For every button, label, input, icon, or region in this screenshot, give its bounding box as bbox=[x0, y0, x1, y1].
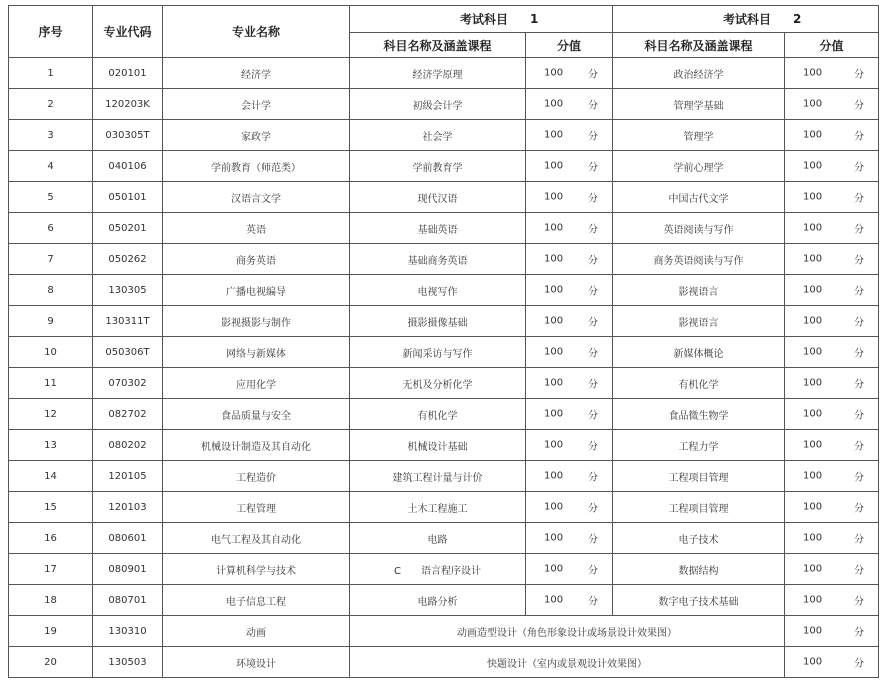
header-name: 专业名称 bbox=[163, 6, 350, 58]
score-value: 100 bbox=[803, 67, 823, 79]
subject-2-cell: 电子技术 bbox=[613, 523, 785, 554]
seq-cell: 16 bbox=[9, 523, 93, 554]
score-2-cell bbox=[785, 399, 879, 430]
score-unit: 分 bbox=[854, 131, 864, 143]
score-value: 100 bbox=[544, 408, 564, 420]
subject-2-cell: 学前心理学 bbox=[613, 151, 785, 182]
major-name-cell: 影视摄影与制作 bbox=[163, 306, 350, 337]
major-code-cell: 120105 bbox=[93, 461, 163, 492]
score-1-cell bbox=[526, 523, 613, 554]
score-unit: 分 bbox=[588, 69, 598, 81]
seq-cell: 18 bbox=[9, 585, 93, 616]
score-value: 100 bbox=[803, 408, 823, 420]
score-value: 100 bbox=[544, 501, 564, 513]
major-name-cell: 工程造价 bbox=[163, 461, 350, 492]
subject-1-cell: 建筑工程计量与计价 bbox=[350, 461, 526, 492]
header-subject-1: 科目名称及涵盖课程 bbox=[350, 33, 526, 58]
subject-1-cell: 现代汉语 bbox=[350, 182, 526, 213]
score-1-cell bbox=[526, 585, 613, 616]
major-name-cell: 电气工程及其自动化 bbox=[163, 523, 350, 554]
score-combined-cell bbox=[785, 616, 879, 647]
score-value: 100 bbox=[544, 284, 564, 296]
score-value: 100 bbox=[803, 191, 823, 203]
score-value: 100 bbox=[803, 284, 823, 296]
score-2-cell bbox=[785, 275, 879, 306]
score-value: 100 bbox=[803, 315, 823, 327]
major-code-cell: 130311T bbox=[93, 306, 163, 337]
major-code-cell: 050262 bbox=[93, 244, 163, 275]
header-code: 专业代码 bbox=[93, 6, 163, 58]
major-code-cell: 082702 bbox=[93, 399, 163, 430]
score-unit: 分 bbox=[588, 596, 598, 608]
score-1-cell bbox=[526, 213, 613, 244]
header-exam-2-number: 2 bbox=[793, 12, 802, 26]
score-unit: 分 bbox=[854, 100, 864, 112]
header-exam-1 bbox=[350, 6, 613, 33]
header-exam-1-label: 考试科目 bbox=[460, 12, 509, 27]
score-value: 100 bbox=[544, 67, 564, 79]
score-2-cell bbox=[785, 461, 879, 492]
subject-2-cell: 工程项目管理 bbox=[613, 492, 785, 523]
header-exam-1-number: 1 bbox=[530, 12, 539, 26]
subject-1-cell: 学前教育学 bbox=[350, 151, 526, 182]
seq-cell: 1 bbox=[9, 58, 93, 89]
major-name-cell: 家政学 bbox=[163, 120, 350, 151]
score-value: 100 bbox=[544, 594, 564, 606]
major-name-cell: 应用化学 bbox=[163, 368, 350, 399]
score-1-cell bbox=[526, 275, 613, 306]
major-code-cell: 130310 bbox=[93, 616, 163, 647]
score-2-cell bbox=[785, 151, 879, 182]
score-unit: 分 bbox=[588, 100, 598, 112]
score-2-cell bbox=[785, 182, 879, 213]
table-row bbox=[9, 399, 879, 430]
major-name-cell: 网络与新媒体 bbox=[163, 337, 350, 368]
score-unit: 分 bbox=[854, 379, 864, 391]
score-2-cell bbox=[785, 368, 879, 399]
major-code-cell: 070302 bbox=[93, 368, 163, 399]
score-1-cell bbox=[526, 58, 613, 89]
seq-cell: 5 bbox=[9, 182, 93, 213]
seq-cell: 4 bbox=[9, 151, 93, 182]
major-code-cell: 080202 bbox=[93, 430, 163, 461]
score-unit: 分 bbox=[854, 410, 864, 422]
score-2-cell bbox=[785, 337, 879, 368]
table-row bbox=[9, 616, 879, 647]
major-name-cell: 电子信息工程 bbox=[163, 585, 350, 616]
major-name-cell: 经济学 bbox=[163, 58, 350, 89]
header-row-1 bbox=[9, 6, 879, 33]
table-row bbox=[9, 647, 879, 678]
subject-1-cell: 机械设计基础 bbox=[350, 430, 526, 461]
score-2-cell bbox=[785, 89, 879, 120]
score-value: 100 bbox=[544, 315, 564, 327]
major-name-cell: 计算机科学与技术 bbox=[163, 554, 350, 585]
table-row bbox=[9, 461, 879, 492]
major-name-cell: 会计学 bbox=[163, 89, 350, 120]
seq-cell: 8 bbox=[9, 275, 93, 306]
major-name-cell: 机械设计制造及其自动化 bbox=[163, 430, 350, 461]
subject-2-cell: 政治经济学 bbox=[613, 58, 785, 89]
score-2-cell bbox=[785, 430, 879, 461]
major-name-cell: 商务英语 bbox=[163, 244, 350, 275]
major-code-cell: 040106 bbox=[93, 151, 163, 182]
seq-cell: 12 bbox=[9, 399, 93, 430]
seq-cell: 2 bbox=[9, 89, 93, 120]
subject-2-cell: 有机化学 bbox=[613, 368, 785, 399]
major-code-cell: 050101 bbox=[93, 182, 163, 213]
subject-2-cell: 数字电子技术基础 bbox=[613, 585, 785, 616]
major-code-cell: 080901 bbox=[93, 554, 163, 585]
header-exam-2 bbox=[613, 6, 879, 33]
table-row bbox=[9, 337, 879, 368]
header-score-2: 分值 bbox=[785, 33, 879, 58]
subject-2-cell: 管理学基础 bbox=[613, 89, 785, 120]
score-value: 100 bbox=[803, 222, 823, 234]
score-unit: 分 bbox=[588, 348, 598, 360]
score-unit: 分 bbox=[588, 441, 598, 453]
subject-2-cell: 新媒体概论 bbox=[613, 337, 785, 368]
score-1-cell bbox=[526, 430, 613, 461]
subject-2-cell: 英语阅读与写作 bbox=[613, 213, 785, 244]
score-unit: 分 bbox=[588, 162, 598, 174]
score-unit: 分 bbox=[854, 317, 864, 329]
score-unit: 分 bbox=[854, 69, 864, 81]
score-1-cell bbox=[526, 554, 613, 585]
score-value: 100 bbox=[803, 377, 823, 389]
seq-cell: 10 bbox=[9, 337, 93, 368]
table-row bbox=[9, 244, 879, 275]
subject-2-cell: 影视语言 bbox=[613, 275, 785, 306]
score-1-cell bbox=[526, 182, 613, 213]
subject-1-cell: 基础英语 bbox=[350, 213, 526, 244]
score-unit: 分 bbox=[854, 472, 864, 484]
header-subject-2: 科目名称及涵盖课程 bbox=[613, 33, 785, 58]
major-code-cell: 030305T bbox=[93, 120, 163, 151]
exam-subjects-table bbox=[8, 5, 879, 678]
subject-1-cell: 有机化学 bbox=[350, 399, 526, 430]
score-2-cell bbox=[785, 244, 879, 275]
subject-2-cell: 商务英语阅读与写作 bbox=[613, 244, 785, 275]
table-row bbox=[9, 182, 879, 213]
major-code-cell: 050201 bbox=[93, 213, 163, 244]
major-name-cell: 环境设计 bbox=[163, 647, 350, 678]
subject-1-cell: 无机及分析化学 bbox=[350, 368, 526, 399]
major-name-cell: 学前教育（师范类） bbox=[163, 151, 350, 182]
table-row bbox=[9, 523, 879, 554]
major-code-cell: 080701 bbox=[93, 585, 163, 616]
major-name-cell: 汉语言文学 bbox=[163, 182, 350, 213]
table-row bbox=[9, 430, 879, 461]
subject-1-cell: 电路分析 bbox=[350, 585, 526, 616]
table-row bbox=[9, 213, 879, 244]
major-code-cell: 050306T bbox=[93, 337, 163, 368]
score-2-cell bbox=[785, 492, 879, 523]
score-value: 100 bbox=[544, 253, 564, 265]
score-unit: 分 bbox=[588, 193, 598, 205]
score-unit: 分 bbox=[854, 534, 864, 546]
seq-cell: 14 bbox=[9, 461, 93, 492]
combined-subject-cell: 动画造型设计（角色形象设计或场景设计效果图） bbox=[350, 616, 785, 647]
score-1-cell bbox=[526, 461, 613, 492]
score-value: 100 bbox=[544, 222, 564, 234]
major-code-cell: 130503 bbox=[93, 647, 163, 678]
score-unit: 分 bbox=[854, 224, 864, 236]
seq-cell: 11 bbox=[9, 368, 93, 399]
score-unit: 分 bbox=[854, 255, 864, 267]
table-row bbox=[9, 306, 879, 337]
score-2-cell bbox=[785, 585, 879, 616]
score-unit: 分 bbox=[854, 348, 864, 360]
score-value: 100 bbox=[803, 346, 823, 358]
score-value: 100 bbox=[544, 346, 564, 358]
seq-cell: 13 bbox=[9, 430, 93, 461]
subject-2-cell: 管理学 bbox=[613, 120, 785, 151]
seq-cell: 20 bbox=[9, 647, 93, 678]
score-unit: 分 bbox=[588, 317, 598, 329]
score-1-cell bbox=[526, 368, 613, 399]
score-value: 100 bbox=[803, 439, 823, 451]
subject-2-cell: 食品微生物学 bbox=[613, 399, 785, 430]
score-2-cell bbox=[785, 120, 879, 151]
score-combined-cell bbox=[785, 647, 879, 678]
seq-cell: 19 bbox=[9, 616, 93, 647]
score-2-cell bbox=[785, 523, 879, 554]
subject-2-cell: 工程项目管理 bbox=[613, 461, 785, 492]
score-unit: 分 bbox=[588, 379, 598, 391]
score-value: 100 bbox=[544, 377, 564, 389]
score-value: 100 bbox=[803, 129, 823, 141]
score-1-cell bbox=[526, 306, 613, 337]
score-1-cell bbox=[526, 399, 613, 430]
header-score-1: 分值 bbox=[526, 33, 613, 58]
table-row bbox=[9, 151, 879, 182]
subject-1-cell: C 语言程序设计 bbox=[350, 554, 526, 585]
score-value: 100 bbox=[544, 129, 564, 141]
subject-1-cell: 新闻采访与写作 bbox=[350, 337, 526, 368]
score-unit: 分 bbox=[854, 658, 864, 670]
subject-1-cell: 初级会计学 bbox=[350, 89, 526, 120]
score-2-cell bbox=[785, 213, 879, 244]
score-value: 100 bbox=[544, 439, 564, 451]
score-value: 100 bbox=[803, 98, 823, 110]
subject-2-cell: 中国古代文学 bbox=[613, 182, 785, 213]
table-row bbox=[9, 120, 879, 151]
table-row bbox=[9, 368, 879, 399]
major-code-cell: 120203K bbox=[93, 89, 163, 120]
score-value: 100 bbox=[803, 470, 823, 482]
major-name-cell: 动画 bbox=[163, 616, 350, 647]
score-1-cell bbox=[526, 337, 613, 368]
score-2-cell bbox=[785, 554, 879, 585]
seq-cell: 9 bbox=[9, 306, 93, 337]
score-unit: 分 bbox=[854, 565, 864, 577]
table-row bbox=[9, 554, 879, 585]
score-unit: 分 bbox=[854, 193, 864, 205]
major-name-cell: 食品质量与安全 bbox=[163, 399, 350, 430]
score-unit: 分 bbox=[588, 255, 598, 267]
score-unit: 分 bbox=[588, 472, 598, 484]
table-row bbox=[9, 89, 879, 120]
score-value: 100 bbox=[544, 470, 564, 482]
score-unit: 分 bbox=[854, 441, 864, 453]
score-value: 100 bbox=[803, 501, 823, 513]
subject-2-cell: 数据结构 bbox=[613, 554, 785, 585]
major-name-cell: 英语 bbox=[163, 213, 350, 244]
score-value: 100 bbox=[803, 594, 823, 606]
major-code-cell: 130305 bbox=[93, 275, 163, 306]
major-code-cell: 080601 bbox=[93, 523, 163, 554]
score-unit: 分 bbox=[854, 503, 864, 515]
seq-cell: 3 bbox=[9, 120, 93, 151]
score-value: 100 bbox=[544, 98, 564, 110]
subject-2-cell: 工程力学 bbox=[613, 430, 785, 461]
score-value: 100 bbox=[803, 532, 823, 544]
score-value: 100 bbox=[544, 160, 564, 172]
score-1-cell bbox=[526, 151, 613, 182]
score-value: 100 bbox=[544, 532, 564, 544]
major-name-cell: 广播电视编导 bbox=[163, 275, 350, 306]
header-seq: 序号 bbox=[9, 6, 93, 58]
table-row bbox=[9, 58, 879, 89]
score-value: 100 bbox=[803, 625, 823, 637]
score-unit: 分 bbox=[854, 162, 864, 174]
score-value: 100 bbox=[544, 191, 564, 203]
seq-cell: 15 bbox=[9, 492, 93, 523]
seq-cell: 7 bbox=[9, 244, 93, 275]
score-1-cell bbox=[526, 244, 613, 275]
subject-1-cell: 经济学原理 bbox=[350, 58, 526, 89]
subject-1-cell: 土木工程施工 bbox=[350, 492, 526, 523]
seq-cell: 17 bbox=[9, 554, 93, 585]
score-unit: 分 bbox=[854, 286, 864, 298]
score-unit: 分 bbox=[588, 503, 598, 515]
score-unit: 分 bbox=[588, 565, 598, 577]
seq-cell: 6 bbox=[9, 213, 93, 244]
score-unit: 分 bbox=[588, 286, 598, 298]
score-value: 100 bbox=[803, 656, 823, 668]
table-row bbox=[9, 492, 879, 523]
score-unit: 分 bbox=[588, 534, 598, 546]
combined-subject-cell: 快题设计（室内或景观设计效果图） bbox=[350, 647, 785, 678]
subject-1-cell: 电视写作 bbox=[350, 275, 526, 306]
score-value: 100 bbox=[803, 563, 823, 575]
score-1-cell bbox=[526, 120, 613, 151]
table-body bbox=[9, 58, 879, 678]
subject-1-cell: 电路 bbox=[350, 523, 526, 554]
score-unit: 分 bbox=[854, 627, 864, 639]
score-1-cell bbox=[526, 89, 613, 120]
subject-1-cell: 基础商务英语 bbox=[350, 244, 526, 275]
score-unit: 分 bbox=[588, 410, 598, 422]
major-code-cell: 120103 bbox=[93, 492, 163, 523]
subject-1-cell: 社会学 bbox=[350, 120, 526, 151]
score-2-cell bbox=[785, 306, 879, 337]
score-unit: 分 bbox=[854, 596, 864, 608]
score-1-cell bbox=[526, 492, 613, 523]
table-row bbox=[9, 585, 879, 616]
subject-1-cell: 摄影摄像基础 bbox=[350, 306, 526, 337]
score-2-cell bbox=[785, 58, 879, 89]
header-exam-2-label: 考试科目 bbox=[723, 12, 772, 27]
score-value: 100 bbox=[544, 563, 564, 575]
major-code-cell: 020101 bbox=[93, 58, 163, 89]
major-name-cell: 工程管理 bbox=[163, 492, 350, 523]
table-row bbox=[9, 275, 879, 306]
score-unit: 分 bbox=[588, 131, 598, 143]
score-unit: 分 bbox=[588, 224, 598, 236]
subject-2-cell: 影视语言 bbox=[613, 306, 785, 337]
score-value: 100 bbox=[803, 253, 823, 265]
score-value: 100 bbox=[803, 160, 823, 172]
